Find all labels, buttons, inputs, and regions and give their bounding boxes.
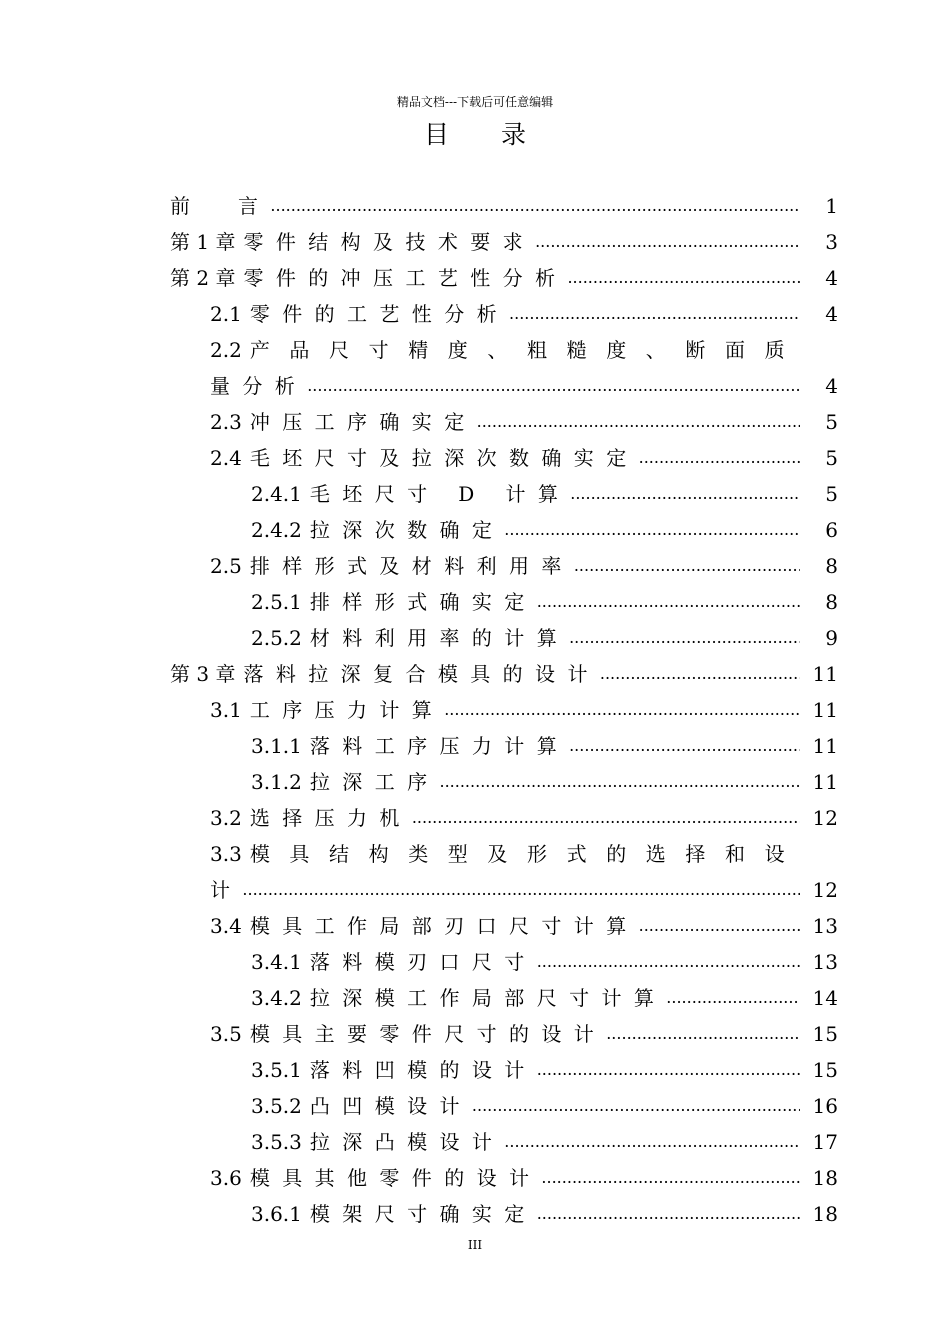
toc-entry-title: 模具主要零件尺寸的设计 xyxy=(249,1022,607,1046)
toc-entry[interactable] xyxy=(170,332,838,368)
toc-entry-number: 3.1 xyxy=(210,698,242,722)
toc-leader-dots xyxy=(472,1088,800,1124)
toc-leader-dots xyxy=(535,224,800,260)
toc-entry-number: 第 1 章 xyxy=(170,230,236,254)
toc-entry-page: 5 xyxy=(825,446,838,470)
toc-leader-dots xyxy=(567,260,800,296)
toc-entry-page: 12 xyxy=(812,806,838,830)
toc-entry-number: 3.1.2 xyxy=(251,770,302,794)
toc-leader-dots xyxy=(242,872,800,908)
toc-entry-number: 3.5.1 xyxy=(251,1058,302,1082)
toc-entry[interactable] xyxy=(170,1088,838,1124)
toc-leader-dots xyxy=(440,764,801,800)
toc-entry-number: 2.4 xyxy=(210,446,242,470)
toc-entry-number: 2.3 xyxy=(210,410,242,434)
toc-entry[interactable] xyxy=(170,1016,838,1052)
toc-entry[interactable] xyxy=(170,440,838,476)
toc-leader-dots xyxy=(307,368,800,404)
toc-entry-title: 排样形式确实定 xyxy=(309,590,537,614)
toc-entry-number: 2.5.2 xyxy=(251,626,302,650)
toc-entry-number: 2.5 xyxy=(210,554,242,578)
toc-leader-dots xyxy=(569,728,800,764)
toc-entry-page: 13 xyxy=(812,914,838,938)
toc-entry-page: 14 xyxy=(812,986,838,1010)
toc-entry-title: 计 xyxy=(210,878,243,902)
title-char-1: 目 xyxy=(423,120,449,149)
toc-entry-number: 3.1.1 xyxy=(251,734,302,758)
toc-entry-page: 15 xyxy=(812,1058,838,1082)
toc-leader-dots xyxy=(504,512,800,548)
toc-leader-dots xyxy=(537,584,800,620)
page-header: 精品文档---下载后可任意编辑 xyxy=(396,95,554,109)
toc-entry[interactable] xyxy=(170,404,838,440)
toc-entry-title: 零件的冲压工艺性分析 xyxy=(243,266,568,290)
toc-entry-page: 8 xyxy=(825,554,838,578)
toc-entry-title: 毛坯尺寸 D 计算 xyxy=(309,482,571,506)
toc-entry-page: 8 xyxy=(825,590,838,614)
toc-entry-page: 11 xyxy=(812,662,838,686)
toc-entry-title: 毛坯尺寸及拉深次数确实定 xyxy=(249,446,639,470)
toc-entry[interactable] xyxy=(170,368,838,404)
toc-entry[interactable] xyxy=(170,944,838,980)
toc-entry-number: 3.6 xyxy=(210,1166,242,1190)
toc-entry-title: 落料拉深复合模具的设计 xyxy=(243,662,600,686)
toc-entry[interactable] xyxy=(170,1196,838,1232)
toc-entry-title: 拉深次数确定 xyxy=(309,518,505,542)
toc-leader-dots xyxy=(537,1196,800,1232)
toc-entry-title: 零件的工艺性分析 xyxy=(249,302,510,326)
toc-entry[interactable] xyxy=(170,836,838,872)
toc-entry-title: 工序压力计算 xyxy=(249,698,445,722)
toc-entry[interactable] xyxy=(170,476,838,512)
toc-entry-page: 11 xyxy=(812,734,838,758)
toc-entry[interactable] xyxy=(170,512,838,548)
page-title xyxy=(0,118,950,152)
toc-entry-number: 2.4.1 xyxy=(251,482,302,506)
toc-leader-dots xyxy=(569,620,800,656)
toc-leader-dots xyxy=(504,1124,800,1160)
toc-entry-page: 15 xyxy=(812,1022,838,1046)
toc-entry[interactable] xyxy=(170,764,838,800)
toc-entry-page: 16 xyxy=(812,1094,838,1118)
toc-entry-page: 4 xyxy=(825,266,838,290)
toc-leader-dots xyxy=(509,296,800,332)
toc-entry-title: 落料凹模的设计 xyxy=(309,1058,537,1082)
toc-entry-page: 6 xyxy=(825,518,838,542)
toc-entry[interactable] xyxy=(170,980,838,1016)
toc-entry-page: 12 xyxy=(812,878,838,902)
toc-entry[interactable] xyxy=(170,656,838,692)
title-char-2: 录 xyxy=(501,120,527,149)
toc-entry-title: 模架尺寸确实定 xyxy=(309,1202,537,1226)
toc-entry[interactable] xyxy=(170,620,838,656)
toc-entry-number: 3.2 xyxy=(210,806,242,830)
toc-entry-number: 3.4.1 xyxy=(251,950,302,974)
toc-entry-number: 2.1 xyxy=(210,302,242,326)
toc-entry[interactable] xyxy=(170,872,838,908)
toc-entry-title: 材料利用率的计算 xyxy=(309,626,570,650)
toc-leader-dots xyxy=(666,980,800,1016)
toc-entry-number: 3.3 xyxy=(210,842,242,866)
toc-entry-title: 拉深工序 xyxy=(309,770,440,794)
toc-entry-title: 拉深模工作局部尺寸计算 xyxy=(309,986,667,1010)
toc-entry[interactable] xyxy=(170,296,838,332)
toc-leader-dots xyxy=(570,476,800,512)
toc-entry-title: 选择压力机 xyxy=(249,806,412,830)
toc-entry-page: 4 xyxy=(825,374,838,398)
toc-entry-title: 量分析 xyxy=(210,374,308,398)
toc-entry-page: 18 xyxy=(812,1202,838,1226)
toc-entry[interactable] xyxy=(170,260,838,296)
toc-entry-number: 3.4.2 xyxy=(251,986,302,1010)
toc-leader-dots xyxy=(606,1016,800,1052)
table-of-contents xyxy=(170,188,838,1232)
toc-leader-dots xyxy=(537,944,800,980)
toc-entry[interactable] xyxy=(170,1160,838,1196)
toc-entry[interactable] xyxy=(170,1124,838,1160)
toc-entry-title: 冲压工序确实定 xyxy=(249,410,477,434)
toc-entry-page: 13 xyxy=(812,950,838,974)
toc-entry-number: 前 xyxy=(170,194,190,218)
toc-leader-dots xyxy=(574,548,800,584)
toc-leader-dots xyxy=(541,1160,800,1196)
toc-entry-number: 2.5.1 xyxy=(251,590,302,614)
toc-entry-number: 3.6.1 xyxy=(251,1202,302,1226)
toc-entry-title: 模具其他零件的设计 xyxy=(249,1166,542,1190)
toc-entry-page: 11 xyxy=(812,770,838,794)
toc-entry-title: 落料模刃口尺寸 xyxy=(309,950,537,974)
toc-entry[interactable] xyxy=(170,548,838,584)
page-number: III xyxy=(467,1238,483,1252)
toc-entry-number: 2.2 xyxy=(210,338,242,362)
toc-entry-page: 5 xyxy=(825,410,838,434)
toc-entry-number: 3.5.3 xyxy=(251,1130,302,1154)
toc-leader-dots xyxy=(537,1052,800,1088)
toc-entry-page: 4 xyxy=(825,302,838,326)
toc-leader-dots xyxy=(477,404,800,440)
toc-entry[interactable] xyxy=(170,1052,838,1088)
toc-leader-dots xyxy=(444,692,800,728)
toc-entry-number: 2.4.2 xyxy=(251,518,302,542)
toc-leader-dots xyxy=(270,188,800,224)
toc-entry-title: 产品尺寸精度、粗糙度、断面质 xyxy=(249,338,805,362)
toc-entry-title: 落料工序压力计算 xyxy=(309,734,570,758)
toc-leader-dots xyxy=(600,656,800,692)
toc-entry-title: 零件结构及技术要求 xyxy=(243,230,536,254)
toc-entry-title: 言 xyxy=(238,194,271,218)
toc-entry-page: 17 xyxy=(812,1130,838,1154)
toc-entry-number: 3.4 xyxy=(210,914,242,938)
toc-entry[interactable] xyxy=(170,224,838,260)
toc-leader-dots xyxy=(639,908,800,944)
toc-entry-title: 模具结构类型及形式的选择和设 xyxy=(249,842,805,866)
toc-entry-page: 1 xyxy=(825,194,838,218)
toc-entry[interactable] xyxy=(170,692,838,728)
toc-entry-number: 3.5 xyxy=(210,1022,242,1046)
toc-entry-number: 第 2 章 xyxy=(170,266,236,290)
toc-entry-page: 5 xyxy=(825,482,838,506)
toc-entry-page: 11 xyxy=(812,698,838,722)
toc-entry[interactable] xyxy=(170,800,838,836)
toc-entry[interactable] xyxy=(170,728,838,764)
toc-leader-dots xyxy=(412,800,800,836)
toc-entry-title: 排样形式及材料利用率 xyxy=(249,554,574,578)
toc-entry[interactable] xyxy=(170,908,838,944)
toc-entry-number: 第 3 章 xyxy=(170,662,236,686)
toc-entry-page: 9 xyxy=(825,626,838,650)
toc-entry-title: 凸凹模设计 xyxy=(309,1094,472,1118)
toc-entry[interactable] xyxy=(170,584,838,620)
toc-entry-page: 18 xyxy=(812,1166,838,1190)
toc-entry-page: 3 xyxy=(825,230,838,254)
toc-entry-title: 模具工作局部刃口尺寸计算 xyxy=(249,914,639,938)
toc-entry-number: 3.5.2 xyxy=(251,1094,302,1118)
toc-leader-dots xyxy=(639,440,800,476)
toc-entry-title: 拉深凸模设计 xyxy=(309,1130,505,1154)
toc-entry[interactable] xyxy=(170,188,838,224)
